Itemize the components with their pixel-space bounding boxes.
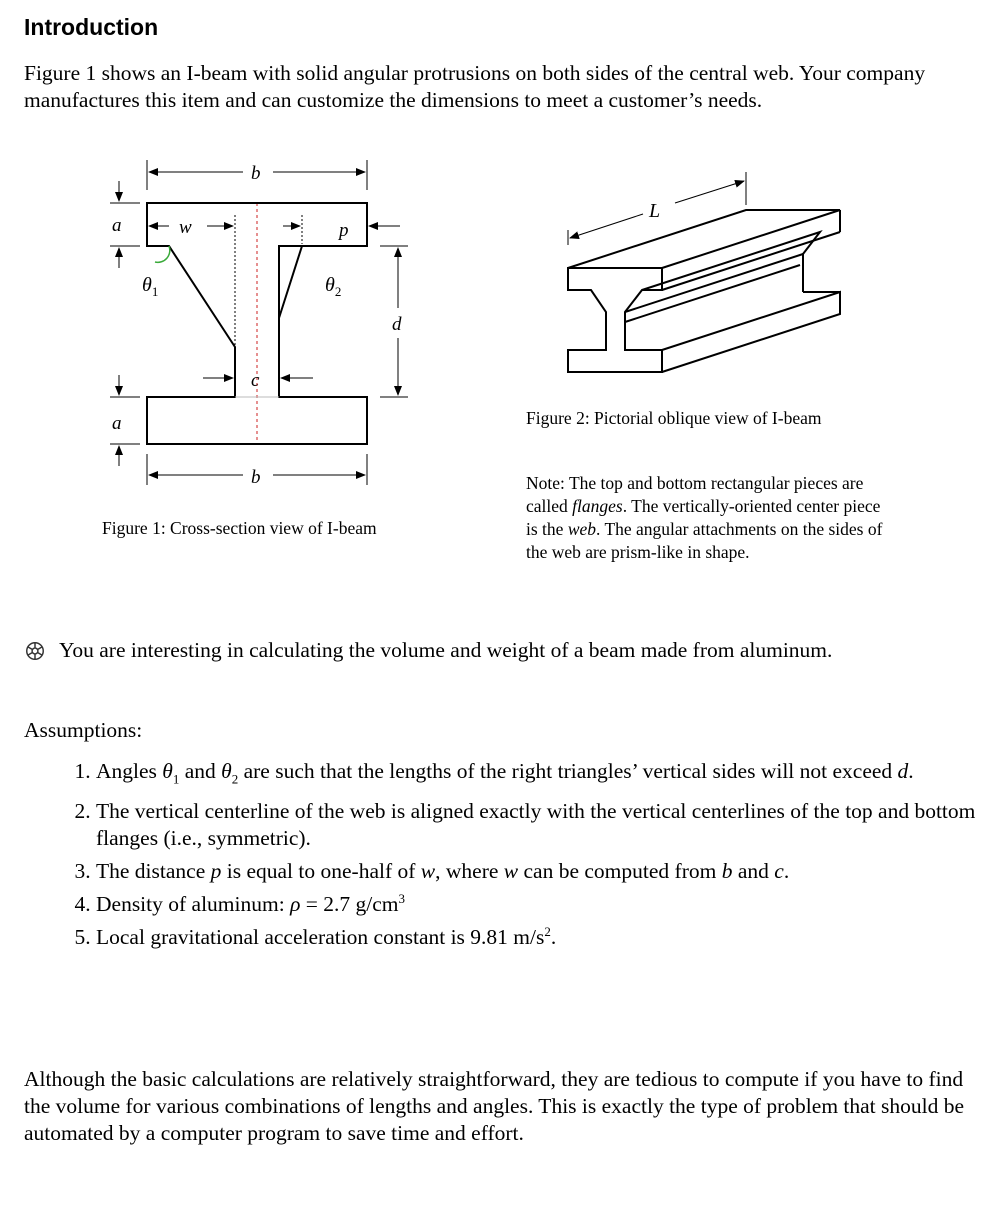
theta1-angle-arc [155,246,170,262]
a-top-label: a [112,215,122,236]
w-label: w [179,217,192,238]
right-protrusion [279,246,302,318]
intro-paragraph: Figure 1 shows an I-beam with solid angular protrusions on both sides of the central web. Your company manufactures this item and can customize the dimensions to meet a customer’s needs. [24,61,926,112]
assumptions-list [58,758,994,957]
L-dimension-left [570,214,643,238]
gpt-prompt-text: You are interesting in calculating the volume and weight of a beam made from aluminum. [59,638,833,662]
b-bottom-label: b [251,467,261,488]
assumption-2: 2. The vertical centerline of the web is aligned exactly with the vertical centerlines of the top and bottom flanges (i.e., symmetric). [96,798,994,852]
section-heading: Introduction [24,14,159,40]
theta2-label: $\theta_2$ [325,274,342,299]
d-label: d [392,314,402,335]
assumption-3: 3. The distance p is equal to one-half of w, where w can be computed from b and c. [96,858,994,885]
L-dimension-right [675,181,744,203]
a-bottom-label: a [112,413,122,434]
assumption-4: 4. Density of aluminum: ρ = 2.7 $g/cm^3$ [96,891,994,918]
chatgpt-logo-icon [24,640,46,662]
assumptions-title: Assumptions: [24,718,143,742]
figure2-caption: Figure 2: Pictorial oblique view of I-beam [526,408,822,428]
note-text: Note: The top and bottom rectangular pieces are called flanges. The vertically-oriented center piece is the web. The angular attachments on the sides of the web are prism-like in shape. [526,473,883,562]
b-top-label: b [251,163,261,184]
closing-paragraph: Although the basic calculations are relatively straightforward, they are tedious to compute if you have to find the volume for various combinations of lengths and angles. This is exactly the type of problem that should be automated by a computer program to save time and effort. [24,1067,965,1145]
assumption-5: 5. Local gravitational acceleration constant is 9.81 $m/s^2$. [96,924,994,951]
figure1-caption: Figure 1: Cross-section view of I-beam [102,518,377,538]
theta1-label: $\theta_1$ [142,274,159,299]
p-label: p [339,220,349,241]
L-label: L [649,200,661,222]
figure2-oblique-view [568,210,840,372]
c-label: c [251,370,260,391]
gpt-prompt-line [24,638,832,663]
assumption-1: 1. Angles $\theta_1$ and $\theta_2$ are such that the lengths of the right triangles’ vertical sides will not exceed d. [96,758,994,792]
